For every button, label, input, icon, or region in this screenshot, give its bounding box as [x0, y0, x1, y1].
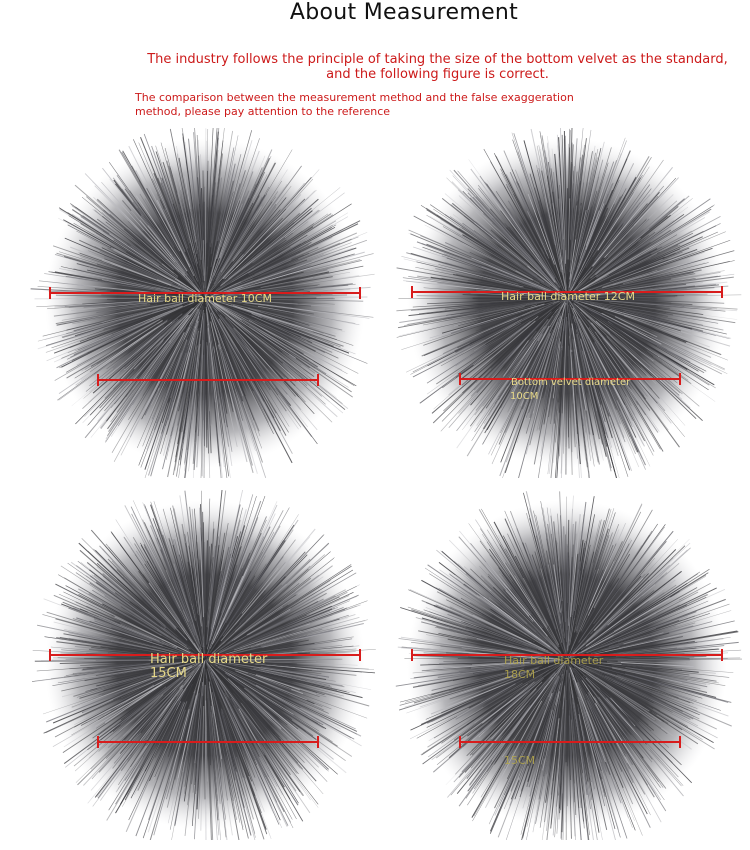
bottom-velvet-measure-line	[98, 736, 318, 748]
bottom-velvet-measure-line	[460, 736, 680, 748]
bottom-velvet-size-label: 10CM	[510, 391, 539, 402]
hair-ball-diameter-label: Hair ball diameter	[504, 654, 604, 667]
hair-ball-size-label: 15CM	[150, 666, 187, 681]
bottom-velvet-diameter-label: Bottom velvet diameter	[511, 377, 631, 388]
bottom-velvet-size-label: 15CM	[504, 754, 536, 767]
hair-ball-size-label: 18CM	[504, 668, 536, 681]
measurement-notice: The industry follows the principle of taking the size of the bottom velvet as the standard, and the following figure is correct.	[147, 52, 728, 82]
pompom-photo-1	[30, 128, 380, 478]
pompom-photo-2	[392, 128, 742, 478]
pompom-photo-4	[392, 490, 742, 840]
hair-ball-diameter-label: Hair ball diameter 10CM	[138, 292, 272, 305]
hair-ball-diameter-label: Hair ball diameter	[150, 652, 268, 667]
bottom-velvet-measure-line	[98, 374, 318, 386]
hair-ball-diameter-label: Hair ball diameter 12CM	[501, 290, 635, 303]
page-title: About Measurement	[289, 0, 519, 25]
pompom-photo-3	[30, 490, 380, 840]
comparison-note: The comparison between the measurement method and the false exaggeration method, please pay attention to the reference	[135, 91, 574, 118]
